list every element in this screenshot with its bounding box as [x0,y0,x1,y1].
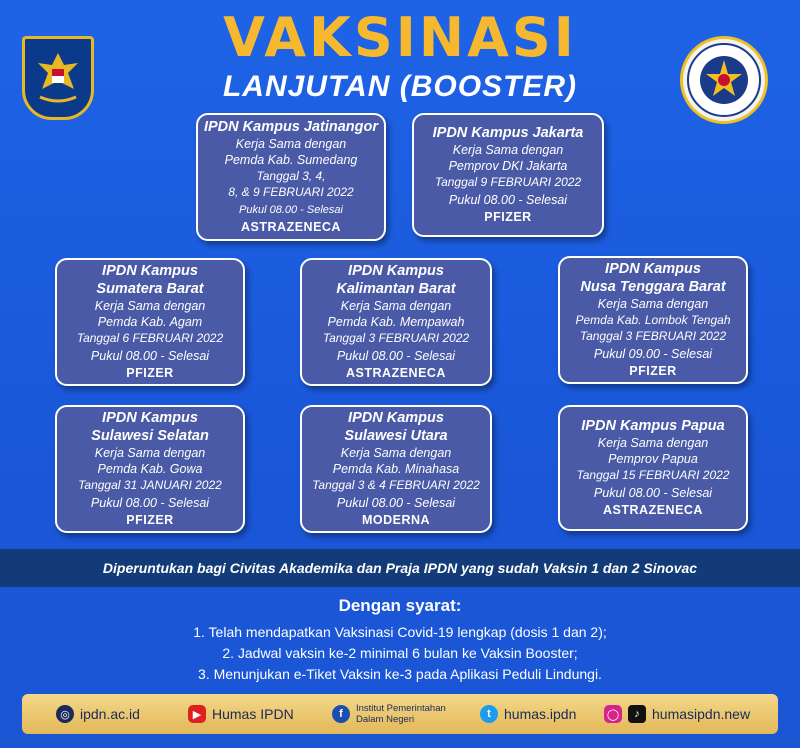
campus-card-nusa-tenggara-barat [558,256,748,384]
card-date: Tanggal 15 FEBRUARI 2022 [576,468,730,482]
card-time: Pukul 08.00 - Selesai [448,193,568,207]
card-vaccine: ASTRAZENECA [603,503,703,517]
requirement-item: 3. Menunjukan e-Tiket Vaksin ke-3 pada Aplikasi Peduli Lindungi. [198,666,602,682]
card-vaccine: ASTRAZENECA [346,366,446,380]
card-title: IPDN Kampus [605,261,701,277]
footer-instagram-tiktok[interactable] [604,705,750,723]
card-title: IPDN Kampus Jakarta [432,125,584,141]
facebook-label-line1: Institut Pemerintahan [356,703,446,714]
footer-contact-bar [22,694,778,734]
card-partner-label: Kerja Sama dengan [340,446,452,460]
card-vaccine: MODERNA [361,513,431,527]
card-date: Tanggal 31 JANUARI 2022 [78,478,222,492]
card-vaccine: ASTRAZENECA [241,220,341,234]
card-time: Pukul 09.00 - Selesai [593,347,713,361]
card-date: Tanggal 3 FEBRUARI 2022 [322,331,470,345]
instagram-label: humasipdn.new [652,706,751,722]
twitter-icon: t [480,705,498,723]
card-vaccine: PFIZER [484,210,532,224]
card-title-cont: Sulawesi Utara [344,428,448,444]
card-partner-name: Pemda Kab. Agam [97,315,203,329]
card-partner-label: Kerja Sama dengan [340,299,452,313]
card-partner-name: Pemda Kab. Sumedang [224,153,358,167]
card-title: IPDN Kampus [102,410,198,426]
card-title: IPDN Kampus [348,263,444,279]
card-title-cont: Sulawesi Selatan [91,428,209,444]
eligibility-banner: Diperuntukan bagi Civitas Akademika dan Praja IPDN yang sudah Vaksin 1 dan 2 Sinovac [0,549,800,587]
card-title-cont: Sumatera Barat [96,281,204,297]
card-time: Pukul 08.00 - Selesai [336,496,456,510]
card-partner-label: Kerja Sama dengan [235,137,347,151]
website-label: ipdn.ac.id [80,706,140,722]
page-title: VAKSINASI [223,6,577,69]
card-vaccine: PFIZER [126,366,174,380]
card-partner-name: Pemda Kab. Minahasa [332,462,460,476]
card-title: IPDN Kampus [348,410,444,426]
tiktok-icon: ♪ [628,705,646,723]
instagram-icon: ◯ [604,705,622,723]
card-partner-name: Pemda Kab. Lombok Tengah [575,313,731,327]
facebook-label-line2: Dalam Negeri [356,714,415,725]
card-partner-label: Kerja Sama dengan [597,436,709,450]
card-time: Pukul 08.00 - Selesai [90,496,210,510]
card-date: Tanggal 3, 4, [256,169,326,183]
footer-youtube[interactable] [188,705,294,723]
card-partner-name: Pemprov Papua [608,452,698,466]
youtube-label: Humas IPDN [212,706,294,722]
card-date-cont: 8, & 9 FEBRUARI 2022 [228,185,354,199]
card-vaccine: PFIZER [629,364,677,378]
card-time: Pukul 08.00 - Selesai [336,349,456,363]
globe-icon: ◎ [56,705,74,723]
card-partner-label: Kerja Sama dengan [452,143,564,157]
footer-twitter[interactable] [480,705,576,723]
card-date: Tanggal 9 FEBRUARI 2022 [434,175,582,189]
requirement-item: 2. Jadwal vaksin ke-2 minimal 6 bulan ke Vaksin Booster; [222,645,578,661]
campus-card-jakarta [412,113,604,237]
campus-card-sulawesi-utara [300,405,492,533]
card-partner-name: Pemda Kab. Gowa [97,462,203,476]
campus-card-kalimantan-barat [300,258,492,386]
card-title-cont: Kalimantan Barat [336,281,456,297]
facebook-icon: f [332,705,350,723]
card-date: Tanggal 3 FEBRUARI 2022 [579,329,727,343]
twitter-label: humas.ipdn [504,706,577,722]
requirement-item: 1. Telah mendapatkan Vaksinasi Covid-19 lengkap (dosis 1 dan 2); [193,624,607,640]
card-partner-label: Kerja Sama dengan [94,446,206,460]
card-partner-name: Pemprov DKI Jakarta [448,159,568,173]
campus-card-papua [558,405,748,531]
footer-website[interactable] [56,705,140,723]
card-partner-label: Kerja Sama dengan [94,299,206,313]
card-vaccine: PFIZER [126,513,174,527]
card-time: Pukul 08.00 - Selesai [593,486,713,500]
requirements-title: Dengan syarat: [338,596,462,615]
card-title: IPDN Kampus Papua [581,418,725,434]
card-date: Tanggal 3 & 4 FEBRUARI 2022 [312,478,480,492]
card-partner-label: Kerja Sama dengan [597,297,709,311]
footer-facebook[interactable] [332,703,446,725]
youtube-icon: ▶ [188,705,206,723]
card-title-cont: Nusa Tenggara Barat [580,279,726,295]
card-date: Tanggal 6 FEBRUARI 2022 [76,331,224,345]
card-time: Pukul 08.00 - Selesai [239,204,343,216]
card-partner-name: Pemda Kab. Mempawah [327,315,465,329]
page-subtitle: LANJUTAN (BOOSTER) [222,70,578,103]
card-title: IPDN Kampus [102,263,198,279]
campus-card-sumatera-barat [55,258,245,386]
campus-card-jatinangor [196,113,386,241]
campus-card-sulawesi-selatan [55,405,245,533]
card-time: Pukul 08.00 - Selesai [90,349,210,363]
card-title: IPDN Kampus Jatinangor [203,119,379,135]
